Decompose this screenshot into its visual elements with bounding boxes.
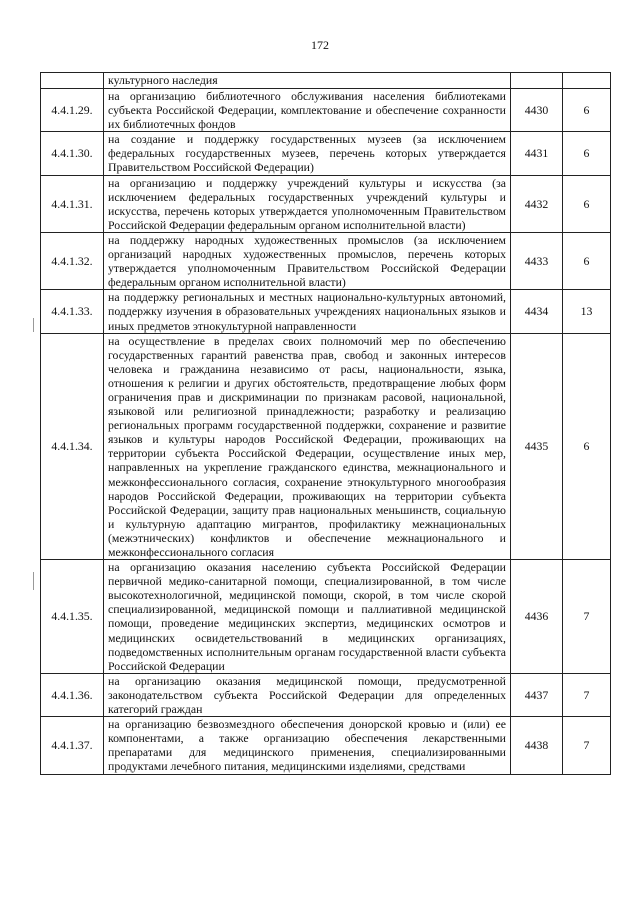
row-number: 4430 [511, 89, 563, 132]
row-value: 6 [563, 132, 611, 175]
row-description: на организацию безвозмездного обеспечения донорской кровью и (или) ее компонентами, а также организацию обеспечения лекарственными препаратами для медицинского применения, специализированными продуктами лечебного питания, медицинскими изделиями, средствами [104, 717, 511, 774]
table-row [41, 132, 611, 175]
table-row [41, 232, 611, 289]
row-value: 6 [563, 89, 611, 132]
row-description: на организацию оказания населению субъекта Российской Федерации первичной медико-санитарной помощи, специализированной, в том числе высокотехнологичной, медицинской помощи, скорой, в том числе скорой специализированной, медицинской помощи и паллиативной медицинской помощи, проведение медицинских экспертиз, медицинских осмотров и медицинских освидетельствований в медицинских организациях, подведомственных исполнительным органам государственной власти субъекта Российской Федерации [104, 560, 511, 674]
table-row [41, 673, 611, 716]
table-row [41, 290, 611, 333]
row-code: 4.4.1.29. [41, 89, 104, 132]
margin-mark [33, 572, 37, 590]
row-number: 4433 [511, 232, 563, 289]
row-number: 4436 [511, 560, 563, 674]
table-row [41, 89, 611, 132]
row-description: на создание и поддержку государственных музеев (за исключением федеральных государственных музеев, перечень которых утверждается Правительством Российской Федерации) [104, 132, 511, 175]
table-row [41, 717, 611, 774]
row-number: 4431 [511, 132, 563, 175]
table-row [41, 175, 611, 232]
row-code: 4.4.1.34. [41, 333, 104, 560]
row-number: 4437 [511, 673, 563, 716]
row-number [511, 73, 563, 89]
row-description: на организацию и поддержку учреждений культуры и искусства (за исключением федеральных государственных учреждений культуры и искусства, перечень которых утверждается уполномоченным Правительством Российской Федерации федеральным органом исполнительной власти) [104, 175, 511, 232]
row-description: на поддержку региональных и местных национально-культурных автономий, поддержку изучения в образовательных учреждениях национальных языков и иных предметов этнокультурной направленности [104, 290, 511, 333]
row-code: 4.4.1.31. [41, 175, 104, 232]
row-code: 4.4.1.32. [41, 232, 104, 289]
row-code: 4.4.1.35. [41, 560, 104, 674]
row-code: 4.4.1.33. [41, 290, 104, 333]
row-value: 7 [563, 560, 611, 674]
row-value: 6 [563, 175, 611, 232]
budget-classification-table [40, 72, 611, 775]
row-value: 6 [563, 333, 611, 560]
row-number: 4432 [511, 175, 563, 232]
row-value [563, 73, 611, 89]
row-description: на организацию библиотечного обслуживания населения библиотеками субъекта Российской Федерации, комплектование и обеспечение сохранности их библиотечных фондов [104, 89, 511, 132]
page-number: 172 [311, 38, 329, 52]
row-code: 4.4.1.36. [41, 673, 104, 716]
table-row [41, 73, 611, 89]
row-description: на организацию оказания медицинской помощи, предусмотренной законодательством субъекта Российской Федерации для определенных категорий граждан [104, 673, 511, 716]
row-number: 4434 [511, 290, 563, 333]
row-value: 7 [563, 673, 611, 716]
row-value: 6 [563, 232, 611, 289]
row-value: 13 [563, 290, 611, 333]
margin-mark [33, 318, 37, 332]
row-description: на осуществление в пределах своих полномочий мер по обеспечению государственных гарантий равенства прав, свобод и законных интересов человека и гражданина независимо от расы, национальности, языка, отношения к религии и других обстоятельств, предотвращение любых форм ограничения прав и дискриминации по признакам расовой, национальной, языковой или религиозной принадлежности; разработку и реализацию региональных программ государственной поддержки, сохранение и развитие языков и культуры народов Российской Федерации, проживающих на территории субъекта Российской Федерации, осуществление иных мер, направленных на укрепление гражданского единства, межнационального и межконфессионального согласия, сохранение этнокультурного многообразия народов Российской Федерации, проживающих на территории субъекта Российской Федерации, защиту прав национальных меньшинств, социальную и культурную адаптацию мигрантов, профилактику межнациональных (межэтнических) конфликтов и обеспечение межнационального и межконфессионального согласия [104, 333, 511, 560]
row-code: 4.4.1.30. [41, 132, 104, 175]
row-code: 4.4.1.37. [41, 717, 104, 774]
row-number: 4435 [511, 333, 563, 560]
row-description: на поддержку народных художественных промыслов (за исключением организаций народных художественных промыслов, перечень которых утверждается уполномоченным Правительством Российской Федерации федеральным органом исполнительной власти) [104, 232, 511, 289]
row-number: 4438 [511, 717, 563, 774]
table-row [41, 560, 611, 674]
row-description: культурного наследия [104, 73, 511, 89]
row-value: 7 [563, 717, 611, 774]
row-code [41, 73, 104, 89]
table-row [41, 333, 611, 560]
